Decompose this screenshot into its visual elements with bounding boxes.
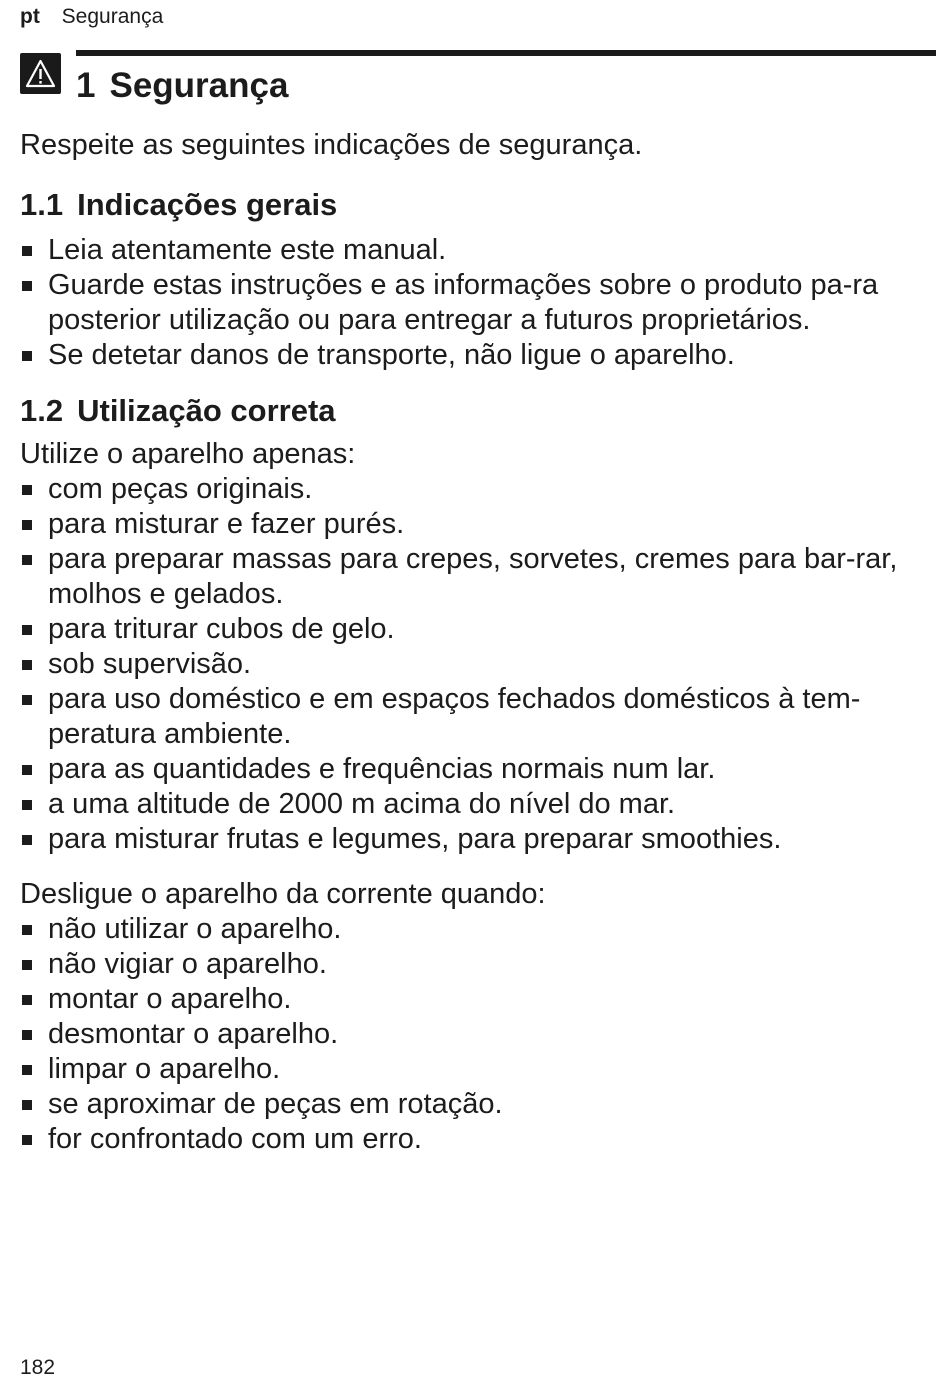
list-item-text: sob supervisão. xyxy=(48,648,252,680)
list-item xyxy=(20,822,936,857)
bullet-icon xyxy=(22,660,32,670)
list-item-text: para as quantidades e frequências normais num lar. xyxy=(48,753,716,785)
list-item-text: para preparar massas para crepes, sorvetes, cremes para bar-rar, molhos e gelados. xyxy=(48,543,898,610)
list-item xyxy=(20,507,936,542)
list-item xyxy=(20,542,936,612)
list-item-text: não utilizar o aparelho. xyxy=(48,913,342,945)
language-code: pt xyxy=(20,5,40,28)
use-list xyxy=(20,472,936,857)
bullet-icon xyxy=(22,1100,32,1110)
list-item-text: para misturar e fazer purés. xyxy=(48,508,405,540)
general-list xyxy=(20,233,936,373)
bullet-icon xyxy=(22,625,32,635)
header-rule xyxy=(76,50,936,56)
list-item-text: desmontar o aparelho. xyxy=(48,1018,339,1050)
unplug-list xyxy=(20,912,936,1157)
bullet-icon xyxy=(22,925,32,935)
list-item xyxy=(20,752,936,787)
list-item xyxy=(20,233,936,268)
bullet-icon xyxy=(22,485,32,495)
list-item-text: se aproximar de peças em rotação. xyxy=(48,1088,503,1120)
list-item xyxy=(20,947,936,982)
bullet-icon xyxy=(22,520,32,530)
section-title: Indicações gerais xyxy=(77,187,338,222)
bullet-icon xyxy=(22,351,32,361)
header-section: Segurança xyxy=(61,5,164,28)
bullet-icon xyxy=(22,281,32,291)
list-item xyxy=(20,1087,936,1122)
list-item xyxy=(20,647,936,682)
section-number: 1.1 xyxy=(20,187,64,222)
page-content xyxy=(20,128,936,1157)
list-item xyxy=(20,612,936,647)
list-item-text: Guarde estas instruções e as informações sobre o produto pa-ra posterior utilização ou para entregar a futuros proprietários. xyxy=(48,269,879,336)
bullet-icon xyxy=(22,995,32,1005)
page-number: 182 xyxy=(20,1356,56,1379)
bullet-icon xyxy=(22,246,32,256)
list-item-text: limpar o aparelho. xyxy=(48,1053,281,1085)
unplug-intro: Desligue o aparelho da corrente quando: xyxy=(20,878,546,910)
warning-icon xyxy=(20,53,61,94)
bullet-icon xyxy=(22,960,32,970)
list-item-text: não vigiar o aparelho. xyxy=(48,948,327,980)
chapter-number: 1 xyxy=(76,66,96,105)
section-title: Utilização correta xyxy=(77,393,336,428)
list-item xyxy=(20,1122,936,1157)
chapter-title-text: Segurança xyxy=(109,66,289,105)
list-item-text: para misturar frutas e legumes, para preparar smoothies. xyxy=(48,823,782,855)
list-item-text: a uma altitude de 2000 m acima do nível do mar. xyxy=(48,788,676,820)
list-item xyxy=(20,1052,936,1087)
section-heading-correct-use xyxy=(20,391,936,431)
chapter-title xyxy=(76,66,288,106)
bullet-icon xyxy=(22,555,32,565)
list-item-text: montar o aparelho. xyxy=(48,983,292,1015)
bullet-icon xyxy=(22,800,32,810)
bullet-icon xyxy=(22,835,32,845)
bullet-icon xyxy=(22,765,32,775)
bullet-icon xyxy=(22,1135,32,1145)
list-item-text: para triturar cubos de gelo. xyxy=(48,613,395,645)
list-item xyxy=(20,787,936,822)
list-item-text: para uso doméstico e em espaços fechados domésticos à tem-peratura ambiente. xyxy=(48,683,861,750)
section-number: 1.2 xyxy=(20,393,64,428)
bullet-icon xyxy=(22,1065,32,1075)
bullet-icon xyxy=(22,695,32,705)
bullet-icon xyxy=(22,1030,32,1040)
list-item xyxy=(20,268,936,338)
list-item xyxy=(20,472,936,507)
chapter-intro: Respeite as seguintes indicações de segurança. xyxy=(20,129,643,161)
list-item xyxy=(20,682,936,752)
list-item xyxy=(20,1017,936,1052)
list-item-text: Leia atentamente este manual. xyxy=(48,234,447,266)
list-item-text: com peças originais. xyxy=(48,473,313,505)
list-item-text: for confrontado com um erro. xyxy=(48,1123,422,1155)
list-item xyxy=(20,912,936,947)
list-item-text: Se detetar danos de transporte, não ligue o aparelho. xyxy=(48,339,735,371)
list-item xyxy=(20,338,936,373)
use-intro: Utilize o aparelho apenas: xyxy=(20,438,356,470)
list-item xyxy=(20,982,936,1017)
running-header xyxy=(20,5,163,29)
section-heading-general xyxy=(20,185,936,225)
